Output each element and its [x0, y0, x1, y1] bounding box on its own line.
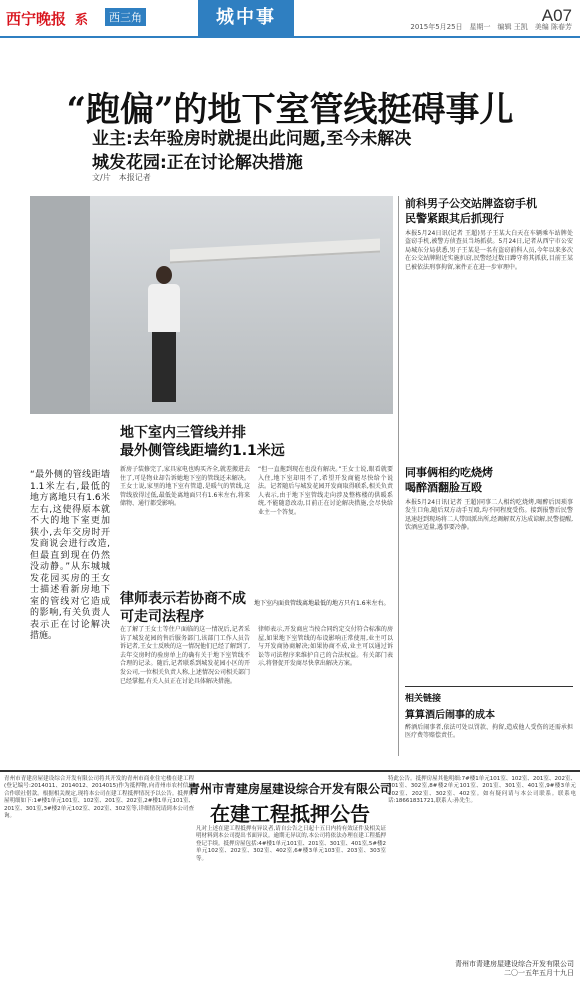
notice-main-title: 在建工程抵押公告 [210, 802, 370, 826]
section-tab: 城中事 [198, 0, 294, 36]
dateline: 2015年5月25日 星期一 编辑 王凯 美编 陈春芳 [410, 23, 572, 31]
brief1-title1: 前科男子公交站牌盗窃手机 [405, 197, 537, 210]
newspaper-brand: 西宁晚报 [6, 10, 67, 28]
article-body-2: “但一直拖到现在也没有解决。”王女士说,眼看就要入住,地下室却用不了,希望开发商能尽快给个说法。记者随后与城发花园开发商取得联系,相关负责人表示,由于地下室管线走向涉及整栋楼的供暖系统,不能随意改动,目前正在讨论解决措施,会尽快给业主一个答复。 [258, 466, 393, 516]
article-body-1: 新房子装修完了,家具家电也购买齐全,就差搬进去住了,可是物业却告诉她地下室的管线还未解决。王女士说,家里的地下室有管道,是暖气的管线,这管线放得过低,最低处离地面只有1.6米左右,将来储物、通行都受影响。 [120, 466, 250, 508]
photo-person-head [156, 266, 172, 284]
section-title-a2: 最外侧管线距墙约1.1米远 [120, 443, 285, 459]
brand-series: 系 [75, 13, 89, 28]
page-number: A07 [541, 6, 572, 25]
right-column [405, 196, 573, 649]
article-body-3: 在了解了王女士等住户面临的这一情况后,记者采访了城发花园的售后服务部门,该部门工作人员告诉记者,王女士反映的这一情况他们已经了解到了,去年交房时的验房单上的确有关于地下室管线不合理的记录。随后,记者联系到城发花园小区的开发公司,一位相关负责人称,上述情况公司相关部门已经掌握,有关人员正在讨论具体解决措施。 [120, 626, 250, 685]
related-link-label: 相关链接 [405, 694, 442, 704]
article-body-4: 律师表示,开发商应当按合同约定交付符合标准的房屋,如果地下室管线的布设影响正常使用,业主可以与开发商协商解决;如果协商不成,业主可以通过诉讼等司法程序来维护自己的合法权益。有关部门表示,将督促开发商尽快拿出解决方案。 [258, 626, 393, 668]
brief2-title1: 同事俩相约吃烧烤 [405, 466, 493, 479]
brief2-title2: 喝醉酒翻脸互殴 [405, 481, 482, 494]
column-divider [398, 196, 399, 756]
notice-company-title: 青州市青建房屋建设综合开发有限公司 [187, 782, 392, 796]
brief1-title2: 民警紧跟其后抓现行 [405, 212, 504, 225]
photo-side-wall [30, 196, 90, 414]
notice-signature [455, 960, 574, 978]
pull-quote: “最外侧的管线距墙1.1米左右,最低的地方离地只有1.6米左右,这使得原本就不大的地下室更加狭小,去年交房时开发商说会进行改造,但最直到现在仍然没动静。”从东城城发花园买房的王女士描述看新房地下室的管线对它造成的影响,有关负责人表示正在讨论解决措施。 [30, 470, 110, 641]
subheadline-developer: 城发花园:正在讨论解决措施 [92, 153, 303, 173]
section-title-b1: 律师表示若协商不成 [120, 591, 246, 607]
page-header [0, 0, 580, 36]
byline: 文/片 本报记者 [92, 173, 151, 182]
brand-tag: 西三角 [105, 8, 146, 26]
photo-caption: 地下室内面贵管线离地最低的地方只有1.6米左右。 [254, 600, 390, 607]
notice-rule [0, 770, 580, 772]
photo-person [148, 266, 180, 406]
notice-right-column: 特此公告。抵押房屋其他明细:7#楼1单元101室、102室、201室、202室、301室、302室,8#楼2单元101室、201室、301室、401室,9#楼3单元102室、202室、302室、402室。如有疑问请与本公司联系。联系电话:18661831721,联系人:孙先生。 [388, 776, 576, 805]
brief2-body: 本报5月24日讯(记者 王超)同事二人相约吃烧烤,喝醉后因琐事发生口角,随后双方动手互殴,均不同程度受伤。接到报警后民警迅速赶到现场将二人带回派出所,经调解双方达成谅解,民警提醒,饮酒应适量,遇事要冷静。 [405, 499, 573, 532]
header-rule [0, 36, 580, 38]
section-title-b2: 可走司法程序 [120, 609, 204, 625]
notice-left-column: 青州市青建房屋建设综合开发有限公司将其开发的青州市商业住宅楼在建工程(登记编号:2014011、2014012、2014015)作为抵押物,向青州市农村信用合作联社借款。根据相关规定,现将本公司在建工程抵押情况予以公告。抵押房屋明细如下:1#楼1单元101室、102室、201室、202室,2#楼1单元101室、201室、301室,3#楼2单元102室、202室、302室等,详细情况请到本公司查询。 [4, 776, 194, 820]
photo-person-pants [152, 332, 176, 402]
notice-signature-date: 二〇一五年五月十九日 [504, 969, 574, 977]
notice-signature-company: 青州市青建房屋建设综合开发有限公司 [455, 960, 574, 968]
related-link-box [405, 686, 573, 764]
photo-person-shirt [148, 284, 180, 332]
related-link-body: 醉酒后闹事者,依法可处以罚款、拘留,造成他人受伤的还需承担医疗费等赔偿责任。 [405, 724, 573, 740]
notice-middle-column: 凡对上述在建工程抵押有异议者,请自公告之日起十五日内持有效证件及相关证明材料到本公司提出书面异议。逾期无异议的,本公司将依法办理在建工程抵押登记手续。抵押房屋包括:4#楼1单元101室、201室、301室、401室,5#楼2单元102室、202室、302室、402室,6#楼3单元103室、203室、303室等。 [196, 826, 386, 862]
section-title-a1: 地下室内三管线并排 [120, 425, 246, 441]
main-headline: “跑偏”的地下室管线挺碍事儿 [66, 90, 514, 130]
related-link-title: 算算酒后闹事的成本 [405, 710, 495, 721]
brief1-body: 本报5月24日讯(记者 王超)男子王某大白天在车辆乘车站牌处盗窃手机,被警方侦查员当场抓获。5月24日,记者从西宁市公安局城东分局获悉,男子王某是一名有盗窃前科人员,今年以来多次在公交站牌附近实施扒窃,民警经过数日蹲守将其抓获,目前王某已被依法刑事拘留,案件正在进一步审理中。 [405, 230, 573, 271]
subheadline-owner: 业主:去年验房时就提出此问题,至今未解决 [92, 129, 412, 149]
